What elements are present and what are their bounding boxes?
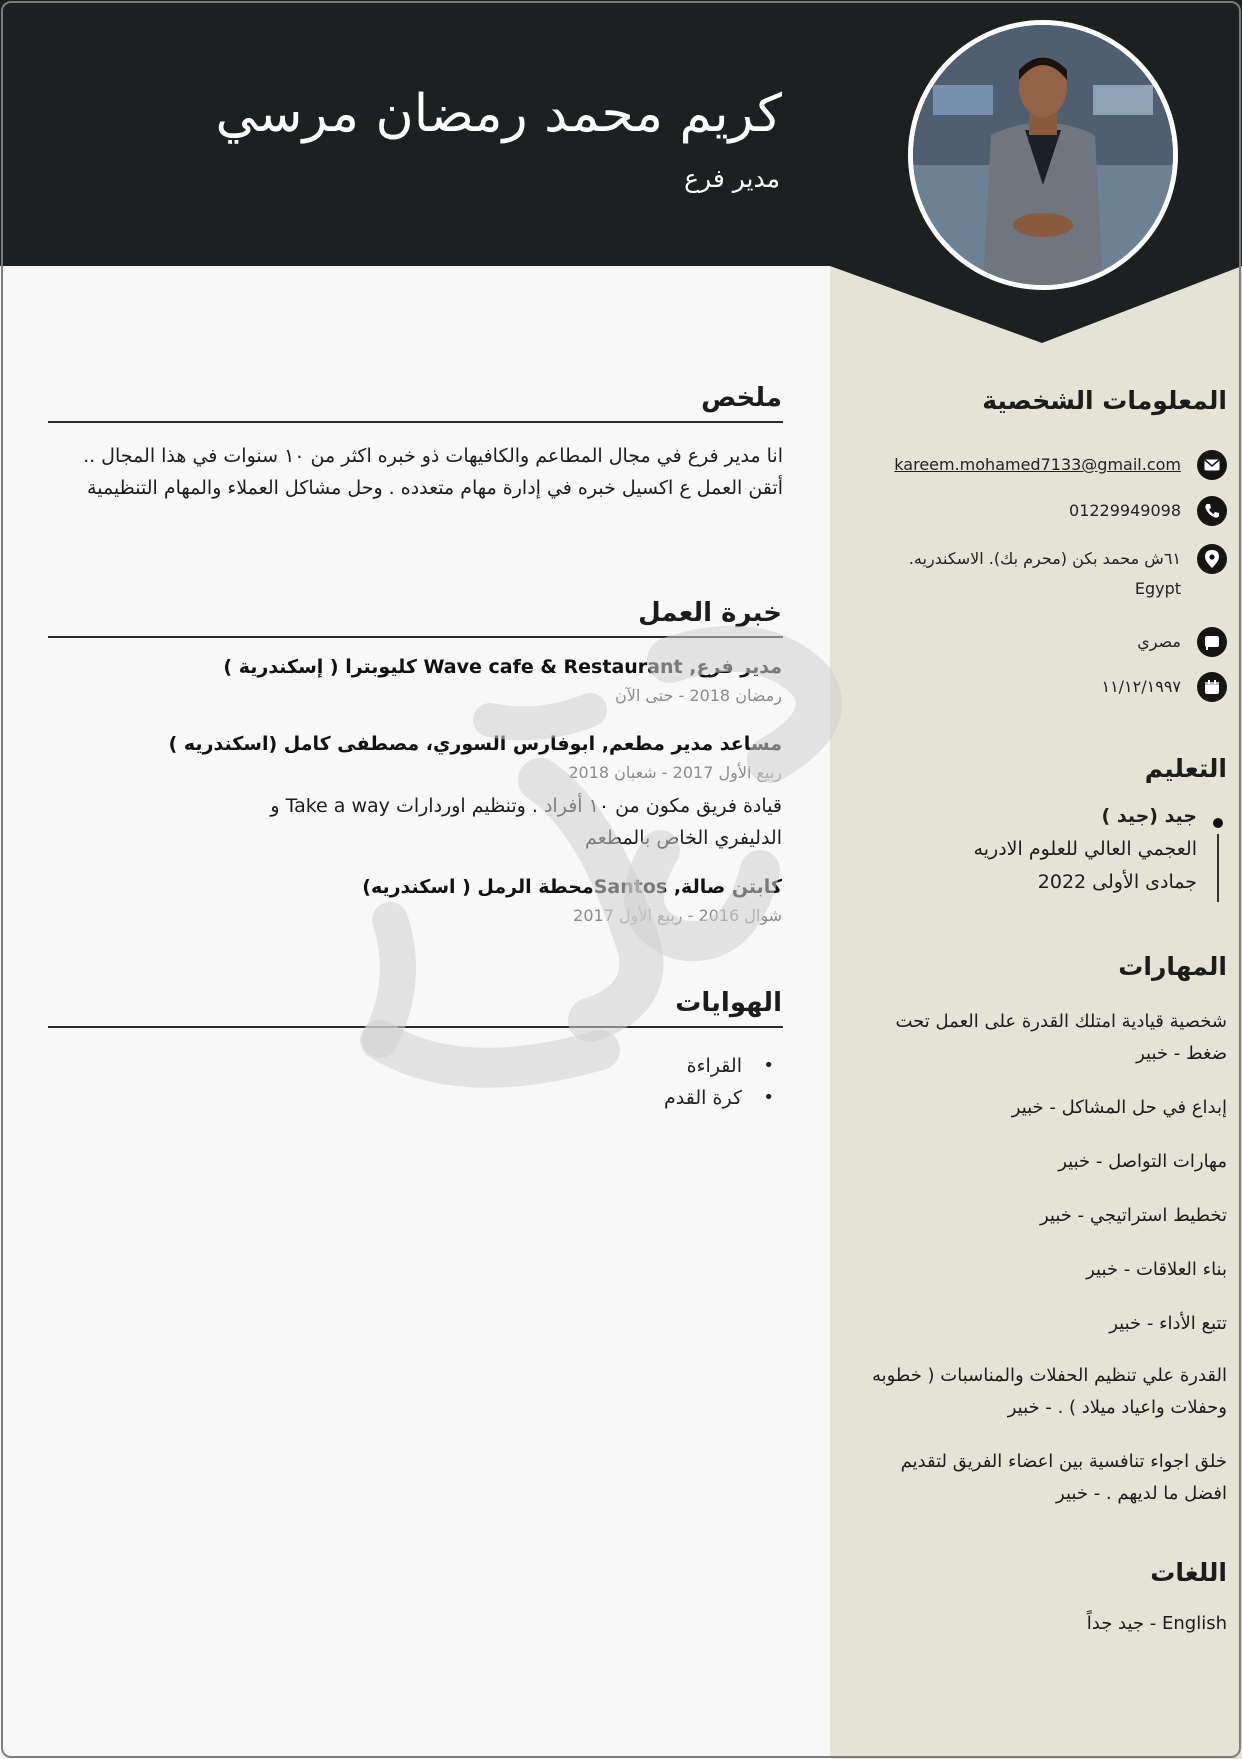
languages-heading: اللغات: [1150, 1558, 1227, 1587]
skill-item: إبداع في حل المشاكل - خبير: [1011, 1097, 1227, 1118]
contact-phone-row: [860, 496, 1227, 526]
phone-number: 01229949098: [1069, 501, 1181, 520]
summary-heading: ملخص: [701, 383, 782, 413]
nationality-text: مصري: [1137, 632, 1181, 651]
timeline-dot: [1213, 818, 1223, 828]
experience-divider: [48, 636, 783, 638]
timeline-line: [1217, 834, 1219, 902]
envelope-icon: [1197, 450, 1227, 480]
hobbies-list: [664, 1050, 782, 1114]
skill-item: تتبع الأداء - خبير: [1109, 1313, 1227, 1334]
education-date: جمادى الأولى 2022: [1037, 871, 1197, 893]
language-item: English - جيد جداً: [1086, 1613, 1227, 1634]
education-degree: جيد (جيد ): [1101, 805, 1197, 827]
job-date: رمضان 2018 - حتى الآن: [614, 686, 782, 705]
profile-photo: [908, 20, 1178, 290]
location-pin-icon: [1197, 544, 1227, 574]
contact-nationality-row: [860, 627, 1227, 657]
hobbies-heading: الهوايات: [675, 988, 782, 1018]
job-title: مساعد مدير مطعم, ابوفارس السوري، مصطفى كامل (اسكندريه ): [168, 733, 782, 755]
summary-divider: [48, 421, 783, 423]
job-role: مدير فرع: [684, 164, 780, 193]
skill-item: بناء العلاقات - خبير: [1086, 1259, 1227, 1280]
personal-info-heading: المعلومات الشخصية: [982, 386, 1227, 415]
job-date: ربيع الأول 2017 - شعبان 2018: [568, 763, 782, 782]
skill-item: خلق اجواء تنافسية بين اعضاء الفريق لتقديم افضل ما لديهم . - خبير: [900, 1451, 1227, 1504]
skills-heading: المهارات: [1118, 952, 1227, 981]
address-text: ٦١ش محمد بكن (محرم بك). الاسكندريه. Egypt: [908, 549, 1181, 598]
skill-item: القدرة علي تنظيم الحفلات والمناسبات ( خطوبه وحفلات واعياد ميلاد ) . - خبير: [871, 1365, 1227, 1418]
skill-item: مهارات التواصل - خبير: [1058, 1151, 1227, 1172]
skill-item: شخصية قيادية امتلك القدرة على العمل تحت ضغط - خبير: [895, 1011, 1227, 1064]
email-link[interactable]: kareem.mohamed7133@gmail.com: [894, 455, 1181, 474]
experience-heading: خبرة العمل: [638, 598, 782, 628]
contact-address-row: [860, 544, 1227, 604]
phone-icon: [1197, 496, 1227, 526]
summary-text: انا مدير فرع في مجال المطاعم والكافيهات ذو خبره اكثر من ١٠ سنوات في هذا المجال .. أتقن العمل ع اكسيل خبره في إدارة مهام متعدده . وحل مشاكل العملاء والمهام التنظيمية: [83, 445, 783, 499]
skill-item: تخطيط استراتيجي - خبير: [1039, 1205, 1227, 1226]
birthdate-text: ١١/١٢/١٩٩٧: [1101, 677, 1181, 696]
calendar-icon: [1197, 672, 1227, 702]
contact-email-row: [860, 450, 1227, 480]
list-item: • كرة القدم: [664, 1082, 782, 1114]
list-item: • القراءة: [664, 1050, 782, 1082]
hobbies-divider: [48, 1026, 783, 1028]
education-heading: التعليم: [1144, 754, 1227, 783]
education-school: العجمي العالي للعلوم الادريه: [973, 838, 1197, 860]
job-description: قيادة فريق مكون من ١٠ أفراد . وتنظيم اوردارات Take a way و الدليفري الخاص بالمطعم: [270, 795, 782, 849]
full-name: كريم محمد رمضان مرسي: [215, 84, 782, 144]
contact-birthdate-row: [860, 672, 1227, 702]
job-title: مدير فرع, Wave cafe & Restaurant كليوبترا ( إسكندرية ): [223, 656, 782, 678]
job-title: كابتن صالة, Santosمحطة الرمل ( اسكندريه): [362, 876, 782, 898]
job-date: شوال 2016 - ربيع الأول 2017: [573, 906, 782, 925]
flag-icon: [1197, 627, 1227, 657]
